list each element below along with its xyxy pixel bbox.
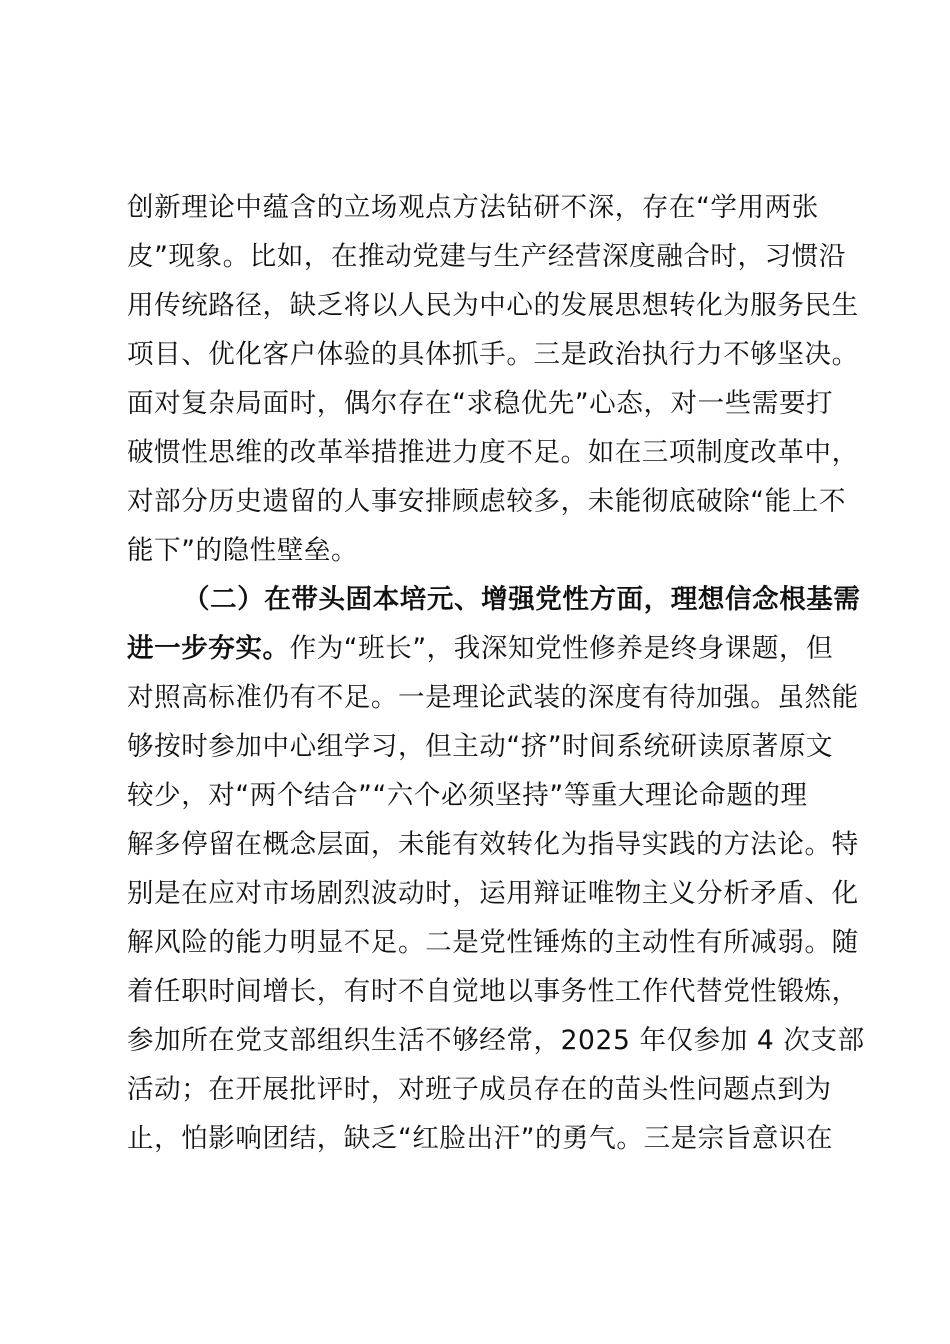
text-line: 较少，对“两个结合”“六个必须坚持”等重大理论命题的理	[127, 780, 808, 811]
text-line: 能下”的隐性壁垒。	[127, 535, 359, 566]
text-line: 对照高标准仍有不足。一是理论武装的深度有待加强。虽然能	[127, 682, 859, 713]
text-line: 项目、优化客户体验的具体抓手。三是政治执行力不够坚决。	[127, 339, 859, 370]
text-line: 对部分历史遗留的人事安排顾虑较多，未能彻底破除“能上不	[127, 486, 846, 517]
text-line: 皮”现象。比如，在推动党建与生产经营深度融合时，习惯沿	[127, 241, 846, 272]
text-line: 用传统路径，缺乏将以人民为中心的发展思想转化为服务民生	[127, 290, 859, 321]
text-line: 解多停留在概念层面，未能有效转化为指导实践的方法论。特	[127, 829, 859, 860]
text-line	[127, 624, 834, 673]
text-line: 面对复杂局面时，偶尔存在“求稳优先”心态，对一些需要打	[127, 388, 834, 419]
text-line: 参加所在党支部组织生活不够经常，2025 年仅参加 4 次支部	[127, 1025, 865, 1056]
text-line: 够按时参加中心组学习，但主动“挤”时间系统研读原著原文	[127, 731, 834, 762]
text-line: 别是在应对市场剧烈波动时，运用辩证唯物主义分析矛盾、化	[127, 878, 859, 909]
text-line: 活动；在开展批评时，对班子成员存在的苗头性问题点到为	[127, 1074, 832, 1105]
paragraph-2	[127, 575, 865, 1163]
document-page	[127, 183, 865, 1163]
text-line: 创新理论中蕴含的立场观点方法钻研不深，存在“学用两张	[127, 192, 819, 223]
paragraph-1	[127, 183, 859, 575]
text-span: 作为“班长”，我深知党性修养是终身课题，但	[289, 633, 834, 664]
text-line: 着任职时间增长，有时不自觉地以事务性工作代替党性锻炼，	[127, 976, 859, 1007]
section-heading-continuation: 进一步夯实。	[127, 633, 290, 664]
text-line: 破惯性思维的改革举措推进力度不足。如在三项制度改革中，	[127, 437, 859, 468]
text-line: 止，怕影响团结，缺乏“红脸出汗”的勇气。三是宗旨意识在	[127, 1123, 834, 1154]
text-line: 解风险的能力明显不足。二是党性锤炼的主动性有所减弱。随	[127, 927, 859, 958]
section-heading: （二）在带头固本培元、增强党性方面，理想信念根基需	[183, 584, 861, 615]
